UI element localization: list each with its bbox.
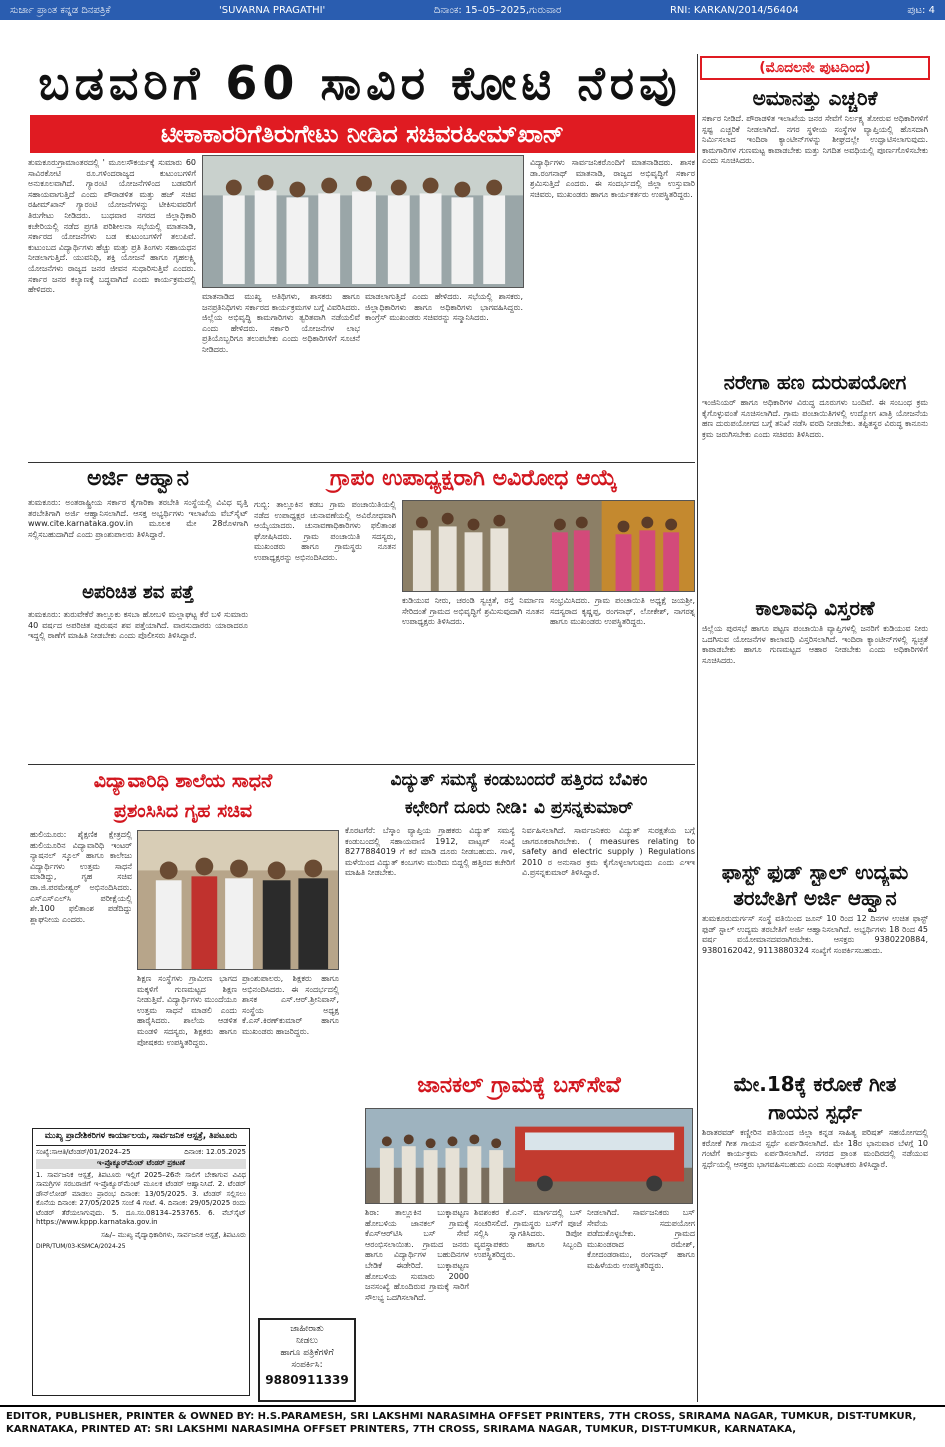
contact-line-4: ಸಂಪರ್ಕಿಸಿ: — [291, 1360, 323, 1370]
imprint-footer: EDITOR, PUBLISHER, PRINTER & OWNED BY: H.S.PARAMESH, SRI LAKSHMI NARASIMHA OFFSET PRINTERS, 7TH CROSS, SRIRAMA NAGAR, TUMKUR, DIST-TUMKUR, KARNATAKA, PRINTED AT: SRI LAKSHMI NARASIMHA OFFSET PRINTERS, 7TH CROSS, SRIRAMA NAGAR, TUMKUR, DIST-TUMKUR, KARNATAKA, — [0, 1405, 945, 1447]
tender-code: DIPR/TUM/03-KSMCA/2024-25 — [36, 1243, 126, 1250]
tender-signature: ಸಹಿ/– ಮುಖ್ಯ ವೈದ್ಯಾಧಿಕಾರಿಗಳು, ಸಾರ್ವಜನಿಕ ಆಸ್ಪತ್ರೆ, ತಿಪಟೂರು — [101, 1230, 246, 1239]
vidyavaridhi-text: ಹುಲಿಯೂರು: ಶೈಕ್ಷಣಿಕ ಕ್ಷೇತ್ರದಲ್ಲಿ ಹುಲಿಯೂರಿನ ವಿದ್ಯಾವಾರಿಧಿ ಇಂಟರ್ ನ್ಯಾಷನಲ್ ಸ್ಕೂಲ್ ಹಾಗೂ ಕಾಲೇಜು ವಿದ್ಯಾರ್ಥಿಗಳು ಉತ್ತಮ ಸಾಧನೆ ಮಾಡಿದ್ದು, ಗೃಹ ಸಚಿವ ಡಾ.ಜಿ.ಪರಮೇಶ್ವರ್ ಅಭಿನಂದಿಸಿದರು. ಎಸ್ಎಸ್ಎಲ್‌ಸಿ ಪರೀಕ್ಷೆಯಲ್ಲಿ ಶೇ.100 ಫಲಿತಾಂಶ ಪಡೆದಿದ್ದು ಶ್ಲಾಘನೀಯ ಎಂದರು. — [30, 830, 132, 924]
lead-column-2: ಮಾತನಾಡಿದ ಮುಖ್ಯ ಅತಿಥಿಗಳು, ಶಾಸಕರು ಹಾಗೂ ಜನಪ್ರತಿನಿಧಿಗಳು ಸರ್ಕಾರದ ಕಾರ್ಯಕ್ರಮಗಳ ಬಗ್ಗೆ ವಿವರಿಸಿದರು. ಜಿಲ್ಲೆಯ ಅಭಿವೃದ್ಧಿ ಕಾಮಗಾರಿಗಳು ತ್ವರಿತವಾಗಿ ನಡೆಯಲಿವೆ ಎಂದು ಹೇಳಿದರು. ಸರ್ಕಾರಿ ಯೋಜನೆಗಳ ಲಾಭ ಪ್ರತಿಯೊಬ್ಬರಿಗೂ ತಲುಪಬೇಕು ಎಂದು ಅಧಿಕಾರಿಗಳಿಗೆ ಸೂಚನೆ ನೀಡಿದರು. — [202, 292, 360, 354]
arji-headline: ಅರ್ಜಿ ಆಹ್ವಾನ — [86, 466, 190, 491]
side-headline-4a: ಫಾಸ್ಟ್ ಫುಡ್ ಸ್ಟಾಲ್ ಉದ್ಯಮ — [721, 860, 909, 884]
side-headline-3: ಕಾಲಾವಧಿ ವಿಸ್ತರಣೆ — [755, 596, 875, 620]
vidyut-headline-2: ಕಛೇರಿಗೆ ದೂರು ನೀಡಿ: ವಿ ಪ್ರಸನ್ನಕುಮಾರ್ — [404, 798, 634, 818]
side-headline-5b: ಗಾಯನ ಸ್ಪರ್ಧೆ — [768, 1100, 862, 1124]
vidyut-text: ಕೊರಟಗೆರೆ: ಬೆಸ್ಕಾಂ ವ್ಯಾಪ್ತಿಯ ಗ್ರಾಹಕರು ವಿದ್ಯುತ್ ಸಮಸ್ಯೆ ಕಂಡುಬಂದಲ್ಲಿ ಸಹಾಯವಾಣಿ 1912, ವಾಟ್ಸಪ್ ಸಂಖ್ಯೆ 8277884019 ಗೆ ಕರೆ ಮಾಡಿ ದೂರು ನೀಡಬಹುದು. ಗಾಳಿ, ಮಳೆಯಿಂದ ವಿದ್ಯುತ್ ಕಂಬಗಳು ಮುರಿದು ಬಿದ್ದಲ್ಲಿ ಹತ್ತಿರದ ಕಚೇರಿಗೆ ಮಾಹಿತಿ ನೀಡಬೇಕು. — [345, 826, 515, 878]
bus-photo-graphic — [366, 1109, 692, 1203]
contact-line-3: ಹಾಗೂ ಪತ್ರಿಕೆಗಳಿಗೆ — [280, 1348, 334, 1358]
contact-line-2: ನೀಡಲು — [295, 1336, 319, 1346]
side-text-2: ಇಂಜಿನಿಯರ್ ಹಾಗೂ ಅಧಿಕಾರಿಗಳ ವಿರುದ್ಧ ದೂರುಗಳು ಬಂದಿವೆ. ಈ ಸಂಬಂಧ ಕ್ರಮ ಕೈಗೊಳ್ಳುವಂತೆ ಸೂಚಿಸಲಾಗಿದೆ. ಗ್ರಾಮ ಪಂಚಾಯಿತಿಗಳಲ್ಲಿ ಉದ್ಯೋಗ ಖಾತ್ರಿ ಯೋಜನೆಯ ಹಣ ದುರುಪಯೋಗದ ಬಗ್ಗೆ ತನಿಖೆ ನಡೆಸಿ ವರದಿ ನೀಡಬೇಕು. ತಪ್ಪಿತಸ್ಥರ ವಿರುದ್ಧ ಕಾನೂನು ಕ್ರಮ ಜರುಗಿಸಬೇಕು ಎಂದು ಸಚಿವರು ತಿಳಿಸಿದರು. — [702, 398, 928, 439]
tender-notice — [32, 1128, 250, 1396]
side-headline-2: ನರೇಗಾ ಹಣ ದುರುಪಯೋಗ — [723, 370, 907, 394]
side-text-5: ಶಿರಾತರವಡ್ ಕಣ್ಣೀರಿನ ಪತಿಯಿಂದ ಜಿಲ್ಲಾ ಕನ್ನಡ ಸಾಹಿತ್ಯ ಪರಿಷತ್ ಸಹಯೋಗದಲ್ಲಿ ಕರೋಕೆ ಗೀತ ಗಾಯನ ಸ್ಪರ್ಧೆ ಏರ್ಪಡಿಸಲಾಗಿದೆ. ಮೇ 18ರ ಭಾನುವಾರ ಬೆಳಗ್ಗೆ 10 ಗಂಟೆಗೆ ಕಾರ್ಯಕ್ರಮ ಏರ್ಪಡಿಸಲಾಗಿದೆ. ನಗರದ ಪ್ರಾಂತ ಮಂದಿರದಲ್ಲಿ ನಡೆಯುವ ಸ್ಪರ್ಧೆಯಲ್ಲಿ ಆಸಕ್ತರು ಭಾಗವಹಿಸಬಹುದು ಎಂದು ಸಂಘಟಕರು ತಿಳಿಸಿದ್ದಾರೆ. — [702, 1128, 928, 1169]
tender-body: 1. ಸಾರ್ವಜನಿಕ ಆಸ್ಪತ್ರೆ, ತಿಪಟೂರು ಇಲ್ಲಿಗೆ 2025–26ನೇ ಸಾಲಿಗೆ ಬೇಕಾಗುವ ವಿವಿಧ ಸಾಮಗ್ರಿಗಳ ಸರಬರಾಜಿಗೆ ಇ-ಪ್ರೊಕ್ಯೂರ್‌ಮೆಂಟ್ ಮೂಲಕ ಟೆಂಡರ್ ಆಹ್ವಾನಿಸಿದೆ. 2. ಟೆಂಡರ್ ಡೌನ್‌ಲೋಡ್ ಮಾಡಲು ಪ್ರಾರಂಭ ದಿನಾಂಕ: 13/05/2025. 3. ಟೆಂಡರ್ ಸಲ್ಲಿಸಲು ಕೊನೆಯ ದಿನಾಂಕ: 27/05/2025 ಸಂಜೆ 4 ಗಂಟೆ. 4. ದಿನಾಂಕ: 29/05/2025 ರಂದು ಟೆಂಡರ್ ತೆರೆಯಲಾಗುವುದು. 5. ದೂ.ಸಂ.08134–253765. 6. ವೆಬ್‌ಸೈಟ್ https://www.kppp.karnataka.gov.in — [36, 1170, 246, 1226]
side-text-3: ಜಿಲ್ಲೆಯ ಪುರಸಭೆ ಹಾಗೂ ಪಟ್ಟಣ ಪಂಚಾಯಿತಿ ವ್ಯಾಪ್ತಿಗಳಲ್ಲಿ ಜನರಿಗೆ ಕುಡಿಯುವ ನೀರು ಒದಗಿಸುವ ಯೋಜನೆಗಳ ಕಾಲಾವಧಿ ವಿಸ್ತರಿಸಲಾಗಿದೆ. ಇಂದಿರಾ ಕ್ಯಾಂಟೀನ್‌ಗಳಲ್ಲಿ ಸ್ವಚ್ಛತೆ ಕಾಪಾಡಬೇಕು ಹಾಗೂ ಗುಣಮಟ್ಟದ ಆಹಾರ ನೀಡಬೇಕು ಎಂದು ಅಧಿಕಾರಿಗಳಿಗೆ ಸೂಚಿಸಿದರು. — [702, 624, 928, 665]
rni-number: RNI: KARKAN/2014/56404 — [669, 4, 799, 16]
section-divider — [28, 764, 695, 765]
vidyavaridhi-text-2: ಶಿಕ್ಷಣ ಸಂಸ್ಥೆಗಳು ಗ್ರಾಮೀಣ ಭಾಗದ ಮಕ್ಕಳಿಗೆ ಗುಣಮಟ್ಟದ ಶಿಕ್ಷಣ ನೀಡುತ್ತಿವೆ. ವಿದ್ಯಾರ್ಥಿಗಳು ಮುಂದೆಯೂ ಉತ್ತಮ ಸಾಧನೆ ಮಾಡಲಿ ಎಂದು ಹಾರೈಸಿದರು. ಶಾಲೆಯ ಆಡಳಿತ ಮಂಡಳಿ ಸದಸ್ಯರು, ಶಿಕ್ಷಕರು ಹಾಗೂ ಪೋಷಕರು ಉಪಸ್ಥಿತರಿದ್ದರು. — [137, 974, 237, 1047]
column-divider — [697, 54, 698, 1402]
bus-text-2: ಶಿವಶಂಕರ ಕೆ.ಎನ್. ಮಾರ್ಗದಲ್ಲಿ ಬಸ್ ಸಂಚರಿಸಲಿದೆ. ಗ್ರಾಮಸ್ಥರು ಬಸ್‌ಗೆ ಪೂಜೆ ಸಲ್ಲಿಸಿ ಸ್ವಾಗತಿಸಿದರು. ಡಿಪೋ ವ್ಯವಸ್ಥಾಪಕರು ಹಾಗೂ ಸಿಬ್ಬಂದಿ ಉಪಸ್ಥಿತರಿದ್ದರು. — [474, 1208, 582, 1260]
vidyavaridhi-headline-2: ಪ್ರಶಂಸಿಸಿದ ಗೃಹ ಸಚಿವ — [113, 800, 253, 822]
upadhyaksha-text-3: ಸಂಭ್ರಮಿಸಿದರು. ಗ್ರಾಮ ಪಂಚಾಯಿತಿ ಅಧ್ಯಕ್ಷೆ ಜಯಶ್ರೀ, ಸದಸ್ಯರಾದ ಕೃಷ್ಣಪ್ಪ, ರಂಗನಾಥ್, ಲೋಕೇಶ್, ನಾಗರತ್ನ ಹಾಗೂ ಮುಖಂಡರು ಉಪಸ್ಥಿತರಿದ್ದರು. — [550, 596, 695, 627]
continued-banner: (ಮೊದಲನೇ ಪುಟದಿಂದ) — [700, 56, 930, 80]
paper-title: 'SUVARNA PRAGATHI' — [219, 4, 326, 16]
tender-number: ಸಂಖ್ಯೆ:ಸಾಆತಿ/ಟೆಂಡರ್/01/2024–25 — [36, 1147, 131, 1156]
felicitation-photo-graphic — [403, 501, 694, 591]
vidyavaridhi-text-3: ಪ್ರಾಂಶುಪಾಲರು, ಶಿಕ್ಷಕರು ಹಾಗೂ ಅಭಿನಂದಿಸಿದರು. ಈ ಸಂದರ್ಭದಲ್ಲಿ ಶಾಸಕ ಎಸ್.ಆರ್.ಶ್ರೀನಿವಾಸ್, ಸಂಸ್ಥೆಯ ಅಧ್ಯಕ್ಷ ಕೆ.ಎಸ್.ಕಿರಣ್‌ಕುಮಾರ್ ಹಾಗೂ ಮುಖಂಡರು ಹಾಜರಿದ್ದರು. — [242, 974, 339, 1036]
bus-text-3: ನೀಡಲಾಗಿದೆ. ಸಾರ್ವಜನಿಕರು ಬಸ್ ಸೇವೆಯ ಸದುಪಯೋಗ ಪಡೆದುಕೊಳ್ಳಬೇಕು. ಗ್ರಾಮದ ಮುಖಂಡರಾದ ರಮೇಶ್, ಕೋದಂಡರಾಮು, ರಂಗನಾಥ್ ಹಾಗೂ ಮಹಿಳೆಯರು ಉಪಸ್ಥಿತರಿದ್ದರು. — [587, 1208, 695, 1270]
side-text-4: ತುಮಕೂರುದುರ್ಗಸ್ ಸಂಸ್ಥೆ ವತಿಯಿಂದ ಜೂನ್ 10 ರಿಂದ 12 ದಿನಗಳ ಉಚಿತ ಫಾಸ್ಟ್ ಫುಡ್ ಸ್ಟಾಲ್ ಉದ್ಯಮ ತರಬೇತಿಗೆ ಅರ್ಜಿ ಆಹ್ವಾನಿಸಲಾಗಿದೆ. ಅಭ್ಯರ್ಥಿಗಳು 18 ರಿಂದ 45 ವರ್ಷ ವಯೋಮಾನದವರಾಗಿರಬೇಕು. ಆಸಕ್ತರು 9380220884, 9380162042, 9113880324 ಸಂಖ್ಯೆಗೆ ಸಂಪರ್ಕಿಸಬಹುದು. — [702, 914, 928, 955]
advert-contact-box — [258, 1318, 356, 1402]
upadhyaksha-text-2: ಕುಡಿಯುವ ನೀರು, ಚರಂಡಿ ಸ್ವಚ್ಛತೆ, ರಸ್ತೆ ನಿರ್ಮಾಣ ಸೇರಿದಂತೆ ಗ್ರಾಮದ ಅಭಿವೃದ್ಧಿಗೆ ಶ್ರಮಿಸುವುದಾಗಿ ನೂತನ ಉಪಾಧ್ಯಕ್ಷರು ತಿಳಿಸಿದರು. — [402, 596, 544, 627]
issue-date: ದಿನಾಂಕ: 15–05–2025,ಗುರುವಾರ — [433, 4, 562, 16]
side-headline-1: ಅಮಾನತ್ತು ಎಚ್ಚರಿಕೆ — [752, 86, 878, 110]
lead-photo — [202, 155, 524, 288]
contact-phone: 9880911339 — [265, 1373, 349, 1387]
upadhyaksha-photo — [402, 500, 695, 592]
vidyut-text-2: ನಿರ್ವಹಿಸಲಾಗಿದೆ. ಸಾರ್ವಜನಿಕರು ವಿದ್ಯುತ್ ಸುರಕ್ಷತೆಯ ಬಗ್ಗೆ ಜಾಗರೂಕರಾಗಿರಬೇಕು. ( measures relating to safety and electric supply ) Regulations 2010 ರ ಅನುಸಾರ ಕ್ರಮ ಕೈಗೊಳ್ಳಲಾಗುವುದು ಎಂದು ಎಇಇ ವಿ.ಪ್ರಸನ್ನಕುಮಾರ್ ತಿಳಿಸಿದ್ದಾರೆ. — [522, 826, 695, 878]
shava-text: ತುಮಕೂರು: ತುರುವೇಕೆರೆ ತಾಲ್ಲೂಕು ಕಸಬಾ ಹೋಬಳಿ ಮಲ್ಲಾಘಟ್ಟ ಕೆರೆ ಬಳಿ ಸುಮಾರು 40 ವರ್ಷದ ಅಪರಿಚಿತ ಪುರುಷನ ಶವ ಪತ್ತೆಯಾಗಿದೆ. ವಾರಸುದಾರರು ಯಾರಾದರೂ ಇದ್ದಲ್ಲಿ ಠಾಣೆಗೆ ಮಾಹಿತಿ ನೀಡಬೇಕು ಎಂದು ಪೊಲೀಸರು ತಿಳಿಸಿದ್ದಾರೆ. — [28, 610, 248, 641]
side-headline-4b: ತರಬೇತಿಗೆ ಅರ್ಜಿ ಆಹ್ವಾನ — [733, 886, 897, 910]
arji-text: ತುಮಕೂರು: ಅಂತರಾಷ್ಟ್ರೀಯ ಸರ್ಕಾರ ಕೈಗಾರಿಕಾ ತರಬೇತಿ ಸಂಸ್ಥೆಯಲ್ಲಿ ವಿವಿಧ ವೃತ್ತಿ ತರಬೇತಿಗಾಗಿ ಅರ್ಜಿ ಆಹ್ವಾನಿಸಲಾಗಿದೆ. ಆಸಕ್ತ ಅಭ್ಯರ್ಥಿಗಳು ಇಲಾಖೆಯ ವೆಬ್‌ಸೈಟ್ www.cite.karnataka.gov.in ಮೂಲಕ ಮೇ 28ರೊಳಗಾಗಿ ಸಲ್ಲಿಸಬಹುದಾಗಿದೆ ಎಂದು ಪ್ರಾಂಶುಪಾಲರು ತಿಳಿಸಿದ್ದಾರೆ. — [28, 498, 248, 539]
tender-notice-title: ಇ-ಪ್ರೊಕ್ಯೂರ್‌ಮೆಂಟ್ ಟೆಂಡರ್ ಪ್ರಕಟಣೆ — [36, 1159, 246, 1169]
side-headline-5a: ಮೇ.18ಕ್ಕೆ ಕರೋಕೆ ಗೀತ — [733, 1072, 897, 1096]
vidyut-headline-1: ವಿದ್ಯುತ್ ಸಮಸ್ಯೆ ಕಂಡುಬಂದರೆ ಹತ್ತಿರದ ಬೆವಿಕಂ — [390, 770, 648, 790]
vidyavaridhi-photo — [137, 830, 339, 970]
side-text-1: ಸರ್ಕಾರ ನೀಡಿದೆ. ಪೌರಾಡಳಿತ ಇಲಾಖೆಯ ಜನರ ಸೇವೆಗೆ ನಿರ್ಲಕ್ಷ್ಯ ತೋರುವ ಅಧಿಕಾರಿಗಳಿಗೆ ಸ್ಪಷ್ಟ ಎಚ್ಚರಿಕೆ ನೀಡಲಾಗಿದೆ. ನಗರ ಸ್ಥಳೀಯ ಸಂಸ್ಥೆಗಳ ವ್ಯಾಪ್ತಿಯಲ್ಲಿ ಹೊಸದಾಗಿ ನಿರ್ಮಿಸಲಾದ ಇಂದಿರಾ ಕ್ಯಾಂಟೀನ್‌ಗಳನ್ನು ಶೀಘ್ರದಲ್ಲೇ ಉದ್ಘಾಟಿಸಲಾಗುವುದು. ಕಾಮಗಾರಿಗಳ ಗುಣಮಟ್ಟ ಕಾಪಾಡಬೇಕು ಮತ್ತು ನಿಗದಿತ ಅವಧಿಯಲ್ಲಿ ಪೂರ್ಣಗೊಳಿಸಬೇಕು ಎಂದು ಸೂಚಿಸಿದರು. — [702, 114, 928, 166]
award-photo-graphic — [138, 831, 338, 969]
bus-headline: ಜಾನಕಲ್ ಗ್ರಾಮಕ್ಕೆ ಬಸ್‌ಸೇವೆ — [417, 1073, 621, 1098]
bus-text-1: ಶಿರಾ: ತಾಲ್ಲೂಕಿನ ಬುಕ್ಕಾಪಟ್ಟಣ ಹೋಬಳಿಯ ಜಾನಕಲ್ ಗ್ರಾಮಕ್ಕೆ ಕೆಎಸ್ಆರ್‌ಟಿಸಿ ಬಸ್ ಸೇವೆ ಆರಂಭಿಸಲಾಯಿತು. ಗ್ರಾಮದ ಜನರು ಹಾಗೂ ವಿದ್ಯಾರ್ಥಿಗಳ ಬಹುದಿನಗಳ ಬೇಡಿಕೆ ಈಡೇರಿದೆ. ಬುಕ್ಕಾಪಟ್ಟಣ ಹೋಬಳಿಯ ಸುಮಾರು 2000 ಜನಸಂಖ್ಯೆ ಹೊಂದಿರುವ ಗ್ರಾಮಕ್ಕೆ ಸಾರಿಗೆ ಸೌಲಭ್ಯ ಒದಗಿಸಲಾಗಿದೆ. — [365, 1208, 469, 1302]
lead-headline: ಬಡವರಿಗೆ 60 ಸಾವಿರ ಕೋಟಿ ನೆರವು — [38, 56, 682, 110]
lead-subheadline: ಟೀಕಾಕಾರರಿಗೆತಿರುಗೇಟು ನೀಡಿದ ಸಚಿವರಹೀಮ್‌ಖಾನ್ — [30, 115, 695, 153]
lead-column-1: ತುಮಕೂರುಗ್ರಾಮಾಂತರದಲ್ಲಿ ' ಮೂಲಸೌಕರ್ಯಕ್ಕೆ ಸುಮಾರು 60 ಸಾವಿರಕೋಟಿ ರೂ.ಗಳಿಂದರಾಜ್ಯದ ಕುಟುಂಬಗಳಿಗೆ ಅನುಕೂಲವಾಗಿದೆ. ಗ್ಯಾರಂಟಿ ಯೋಜನೆಗಳಿಂದ ಬಡವರಿಗೆ ಸಹಾಯವಾಗುತ್ತಿದೆ ಎಂದು ಪೌರಾಡಳಿತ ಮತ್ತು ಹಜ್ ಸಚಿವ ರಹೀಮ್‌ಖಾನ್ ಗ್ಯಾರಂಟಿ ಯೋಜನೆಗಳನ್ನು ಟೀಕಿಸುವವರಿಗೆ ತಿರುಗೇಟು ನೀಡಿದರು. ಬುಧವಾರ ನಗರದ ಜಿಲ್ಲಾಧಿಕಾರಿ ಕಚೇರಿಯಲ್ಲಿ ನಡೆದ ಪ್ರಗತಿ ಪರಿಶೀಲನಾ ಸಭೆಯಲ್ಲಿ ಮಾತನಾಡಿ, ಸರ್ಕಾರದ ಯೋಜನೆಗಳು ಬಡ ಕುಟುಂಬಗಳಿಗೆ ತಲುಪಿವೆ. ಕುಟುಂಬದ ವಿದ್ಯಾರ್ಥಿಗಳು ಹೆಚ್ಚು ಮತ್ತು ಪ್ರತಿ ತಿಂಗಳು ಸಹಾಯಧನ ನೀಡಲಾಗುತ್ತಿದೆ. ಯುವನಿಧಿ, ಶಕ್ತಿ ಯೋಜನೆ ಹಾಗೂ ಗೃಹಲಕ್ಷ್ಮಿ ಯೋಜನೆಗಳು ರಾಜ್ಯದ ಜನರ ಜೀವನ ಸುಧಾರಿಸುತ್ತಿವೆ ಎಂದರು. ಸರ್ಕಾರ ಜನರ ಕಲ್ಯಾಣಕ್ಕೆ ಬದ್ಧವಾಗಿದೆ ಎಂದು ಕಾರ್ಯಕ್ರಮದಲ್ಲಿ ಹೇಳಿದರು. — [28, 158, 196, 295]
masthead-bar — [0, 0, 945, 20]
tender-office: ಮುಖ್ಯ ಪ್ರಾದೇಶಿಕರಿಗಳ ಕಾರ್ಯಾಲಯ, ಸಾರ್ವಜನಿಕ ಆಸ್ಪತ್ರೆ, ತಿಪಟೂರು — [36, 1132, 246, 1146]
upadhyaksha-headline: ಗ್ರಾಪಂ ಉಪಾಧ್ಯಕ್ಷರಾಗಿ ಅವಿರೋಧ ಆಯ್ಕೆ — [329, 466, 618, 491]
lead-column-4: ವಿದ್ಯಾರ್ಥಿಗಳು ಸಾರ್ವಜನಿಕರೊಂದಿಗೆ ಮಾತನಾಡಿದರು. ಶಾಸಕ ಡಾ.ರಂಗನಾಥ್ ಮಾತನಾಡಿ, ರಾಜ್ಯದ ಅಭಿವೃದ್ಧಿಗೆ ಸರ್ಕಾರ ಶ್ರಮಿಸುತ್ತಿದೆ ಎಂದರು. ಈ ಸಂದರ್ಭದಲ್ಲಿ ಜಿಲ್ಲಾ ಉಸ್ತುವಾರಿ ಸಚಿವರು, ಮುಖಂಡರು ಹಾಗೂ ಕಾರ್ಯಕರ್ತರು ಉಪಸ್ಥಿತರಿದ್ದರು. — [530, 158, 695, 199]
lead-column-3: ಮಾಡಲಾಗುತ್ತಿದೆ ಎಂದು ಹೇಳಿದರು. ಸಭೆಯಲ್ಲಿ ಶಾಸಕರು, ಜಿಲ್ಲಾಧಿಕಾರಿಗಳು ಹಾಗೂ ಅಧಿಕಾರಿಗಳು ಭಾಗವಹಿಸಿದ್ದರು. ಕಾಂಗ್ರೆಸ್ ಮುಖಂಡರು ಸಚಿವರನ್ನು ಸನ್ಮಾನಿಸಿದರು. — [365, 292, 523, 323]
shava-headline: ಅಪರಿಚಿತ ಶವ ಪತ್ತೆ — [82, 582, 194, 603]
vidyavaridhi-headline-1: ವಿದ್ಯಾವಾರಿಧಿ ಶಾಲೆಯ ಸಾಧನೆ — [93, 770, 273, 792]
page-number: ಪುಟ: 4 — [907, 4, 935, 16]
contact-line-1: ಜಾಹೀರಾತು — [290, 1324, 324, 1334]
upadhyaksha-text: ಗುಬ್ಬಿ: ತಾಲ್ಲೂಕಿನ ಕಡಬ ಗ್ರಾಮ ಪಂಚಾಯಿತಿಯಲ್ಲಿ ನಡೆದ ಉಪಾಧ್ಯಕ್ಷರ ಚುನಾವಣೆಯಲ್ಲಿ ಅವಿರೋಧವಾಗಿ ಆಯ್ಕೆಯಾದರು. ಚುನಾವಣಾಧಿಕಾರಿಗಳು ಫಲಿತಾಂಶ ಘೋಷಿಸಿದರು. ಗ್ರಾಮ ಪಂಚಾಯಿತಿ ಸದಸ್ಯರು, ಮುಖಂಡರು ಹಾಗೂ ಗ್ರಾಮಸ್ಥರು ನೂತನ ಉಪಾಧ್ಯಕ್ಷರನ್ನು ಅಭಿನಂದಿಸಿದರು. — [254, 500, 396, 562]
group-photo-graphic — [203, 156, 523, 287]
tender-date: ದಿನಾಂಕ: 12.05.2025 — [184, 1147, 246, 1156]
bus-photo — [365, 1108, 693, 1204]
paper-tagline: ಸುರ್ಜಾ ಪ್ರಾಂತ ಕನ್ನಡ ದಿನಪತ್ರಿಕೆ — [10, 4, 111, 16]
